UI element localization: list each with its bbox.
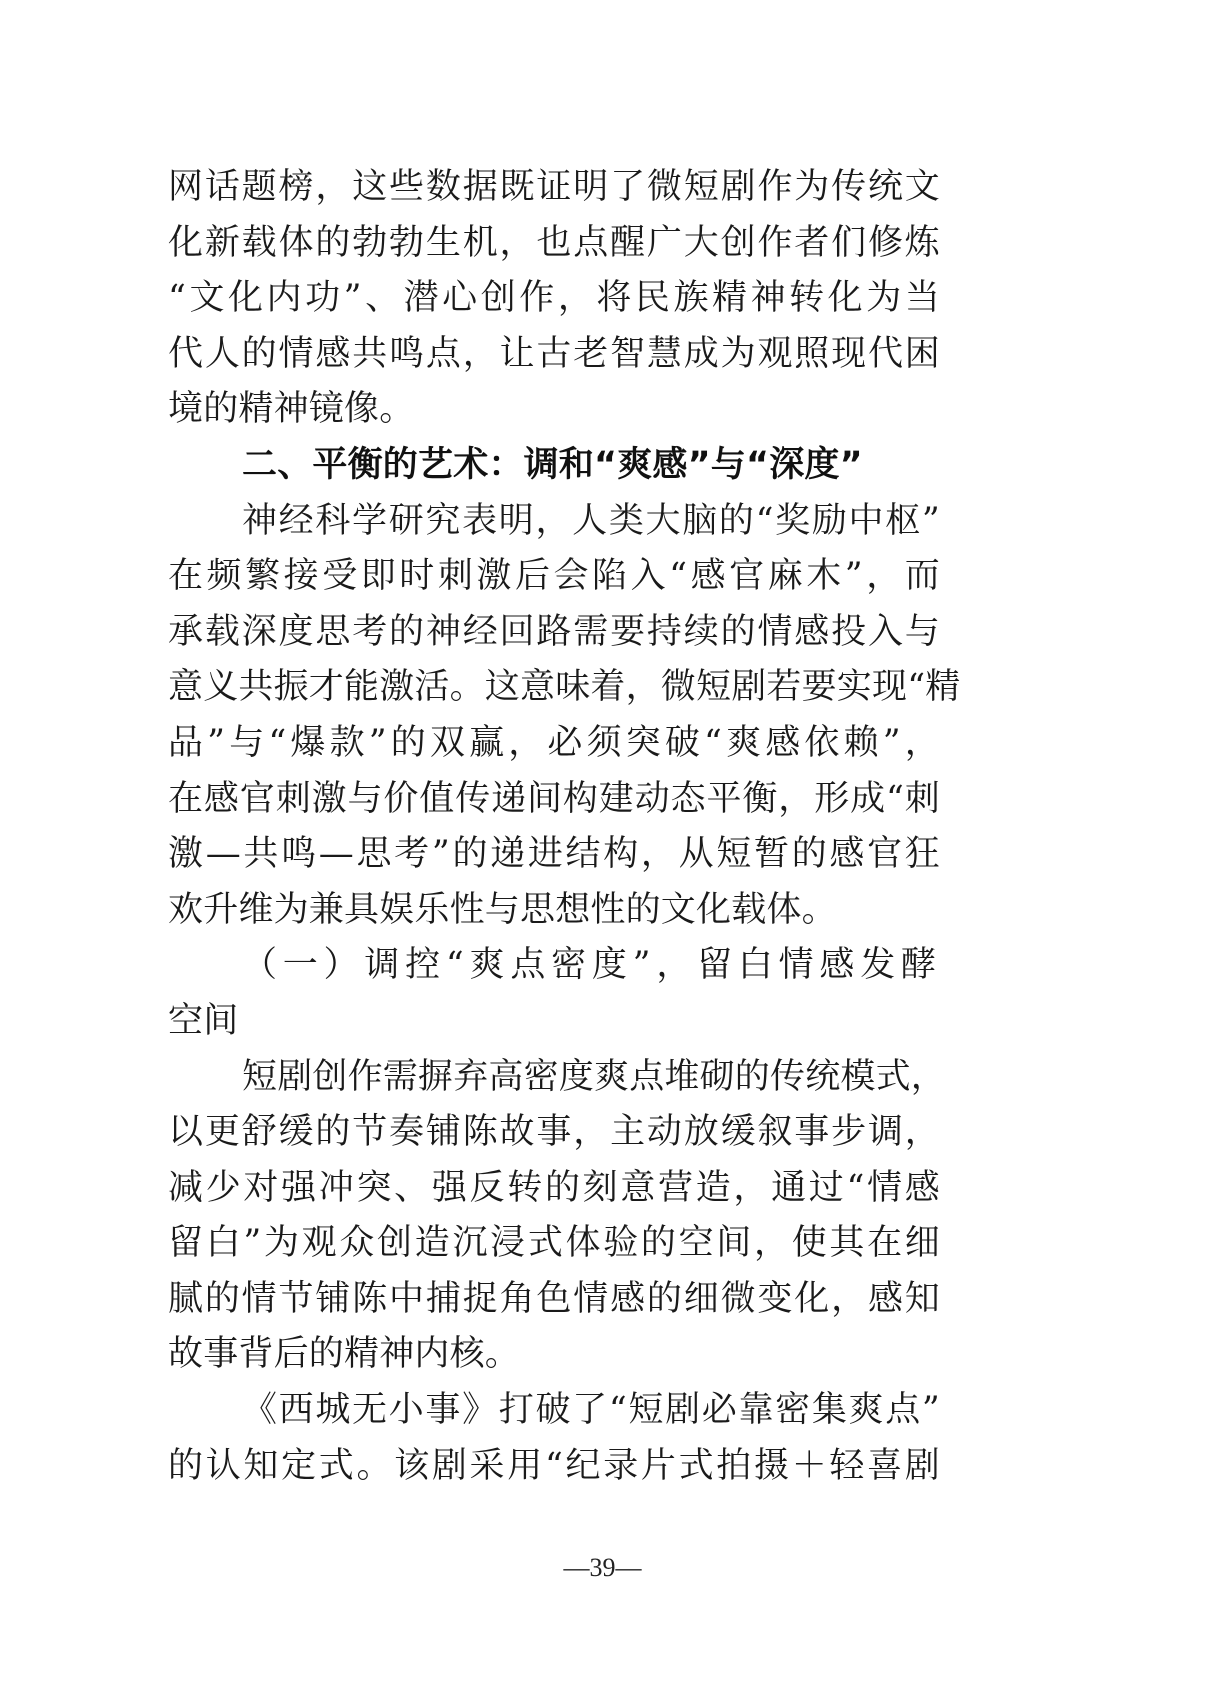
text-line: 意义共振才能激活。这意味着，微短剧若要实现“精 (168, 667, 961, 708)
text-line: 化新载体的勃勃生机，也点醒广大创作者们修炼 (168, 222, 940, 263)
text-line: 激—共鸣—思考”的递进结构，从短暂的感官狂 (168, 834, 940, 875)
text-line: 短剧创作需摒弃高密度爽点堆砌的传统模式， (242, 1056, 947, 1097)
text-line: 承载深度思考的神经回路需要持续的情感投入与 (168, 611, 940, 652)
text-line: 在感官刺激与价值传递间构建动态平衡，形成“刺 (168, 778, 940, 819)
text-line: “文化内功”、潜心创作，将民族精神转化为当 (168, 278, 940, 319)
subsection-heading-continuation: 空间 (168, 1000, 239, 1041)
section-heading: 二、平衡的艺术：调和“爽感”与“深度” (242, 444, 863, 485)
text-line: 网话题榜，这些数据既证明了微短剧作为传统文 (168, 167, 940, 207)
text-line: 减少对强冲突、强反转的刻意营造，通过“情感 (168, 1167, 940, 1208)
text-line: 欢升维为兼具娱乐性与思想性的文化载体。 (168, 889, 837, 930)
text-line: 腻的情节铺陈中捕捉角色情感的细微变化，感知 (168, 1278, 940, 1319)
body-text (168, 160, 961, 1494)
text-line: 品”与“爆款”的双赢，必须突破“爽感依赖”， (168, 722, 940, 763)
text-line: 代人的情感共鸣点，让古老智慧成为观照现代困 (168, 333, 940, 374)
text-line: 以更舒缓的节奏铺陈故事，主动放缓叙事步调， (168, 1112, 940, 1153)
text-line: 《西城无小事》打破了“短剧必靠密集爽点” (242, 1390, 940, 1431)
text-line: 在频繁接受即时刺激后会陷入“感官麻木”，而 (168, 556, 940, 597)
subsection-heading: （一）调控“爽点密度”，留白情感发酵 (242, 945, 940, 986)
text-line: 的认知定式。该剧采用“纪录片式拍摄＋轻喜剧 (168, 1445, 940, 1486)
text-line: 境的精神镜像。 (168, 389, 415, 430)
page-number: —39— (563, 1553, 642, 1582)
text-line: 留白”为观众创造沉浸式体验的空间，使其在细 (168, 1223, 940, 1264)
text-line: 故事背后的精神内核。 (168, 1334, 521, 1375)
text-line: 神经科学研究表明，人类大脑的“奖励中枢” (242, 500, 940, 541)
